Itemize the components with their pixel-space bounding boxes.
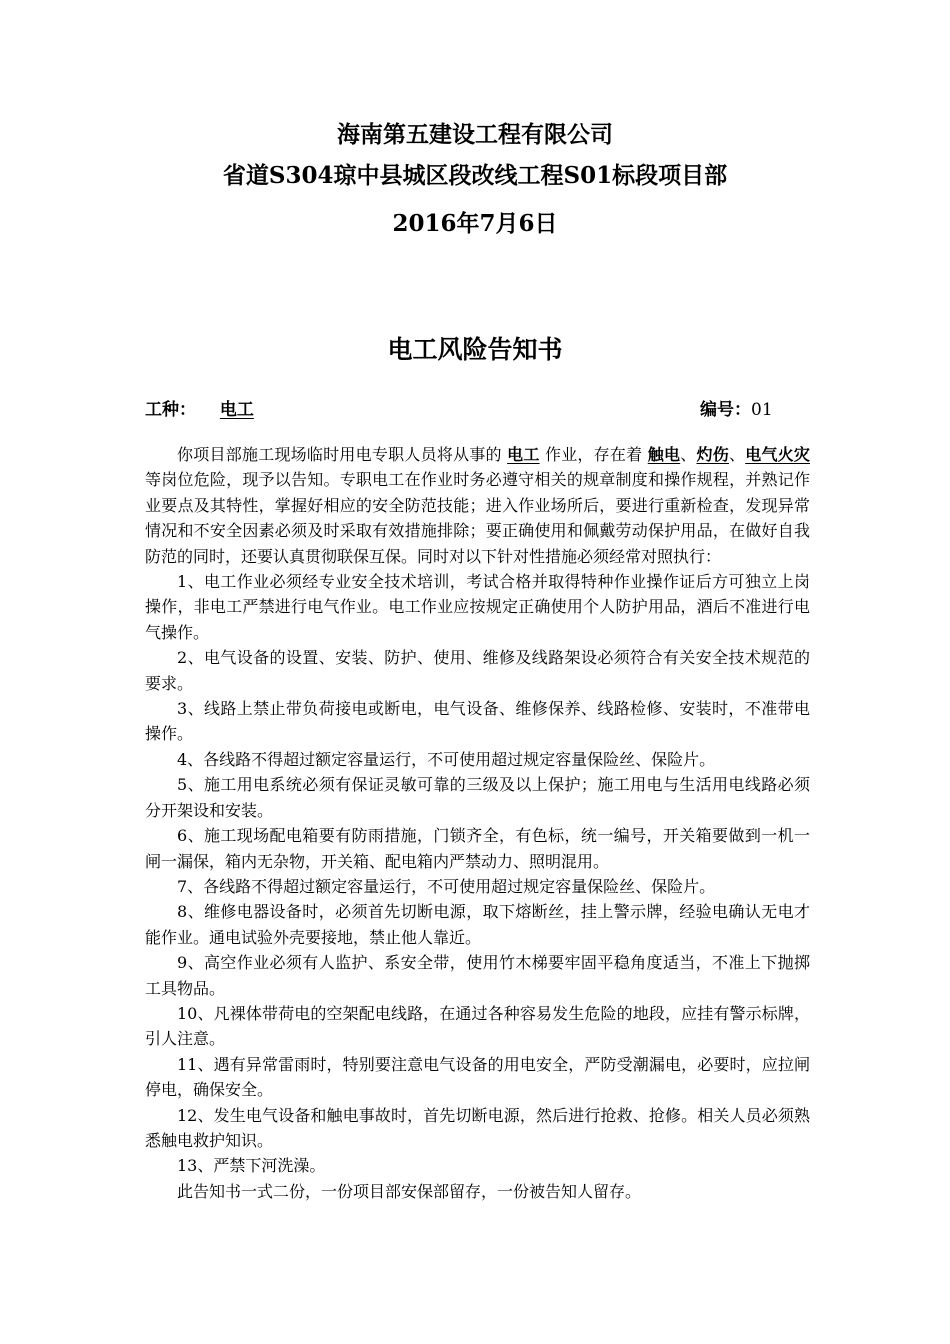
document-title: 电工风险告知书 <box>387 335 563 364</box>
worktype-field <box>145 398 254 422</box>
separator: 、 <box>728 445 746 464</box>
number-label: 编号： <box>700 400 751 420</box>
list-item: 1、电工作业必须经专业安全技术培训，考试合格并取得特种作业操作证后方可独立上岗操作，非电工严禁进行电气作业。电工作业应按规定正确使用个人防护用品，酒后不准进行电气操作。 <box>145 572 810 642</box>
list-item: 8、维修电器设备时，必须首先切断电源，取下熔断丝，挂上警示牌，经验电确认无电才能作业。通电试验外壳要接地，禁止他人靠近。 <box>145 902 810 947</box>
list-item: 10、凡裸体带荷电的空架配电线路，在通过各种容易发生危险的地段，应挂有警示标牌，引人注意。 <box>145 1003 810 1049</box>
document-date: 2016年7月6日 <box>392 210 558 237</box>
list-item: 11、遇有异常雷雨时，特别要注意电气设备的用电安全，严防受潮漏电，必要时，应拉闸停电，确保安全。 <box>145 1054 810 1100</box>
project-name: 省道S304琼中县城区段改线工程S01标段项目部 <box>222 162 728 189</box>
worktype-value: 电工 <box>219 400 254 420</box>
worktype-label: 工种： <box>145 400 196 420</box>
intro-text-3: 等岗位危险，现予以告知。专职电工在作业时务必遵守相关的规章制度和操作规程，并熟记作业要点及其特性，掌握好相应的安全防范技能；进入作业场所后，要进行重新检查，发现异常情况和不安全因素必须及时采取有效措施排除；要正确使用和佩戴劳动保护用品，在做好自我防范的同时，还要认真贯彻联保互保。同时对以下针对性措施必须经常对照执行： <box>145 470 810 566</box>
list-item: 3、线路上禁止带负荷接电或断电，电气设备、维修保养、线路检修、安装时，不准带电操作。 <box>145 699 810 744</box>
document-number-field <box>700 398 773 422</box>
hazard-electrical-fire: 电气火灾 <box>745 445 810 464</box>
list-item: 6、施工现场配电箱要有防雨措施，门锁齐全，有色标，统一编号，开关箱要做到一机一闸一漏保，箱内无杂物，开关箱、配电箱内严禁动力、照明混用。 <box>145 826 810 871</box>
notice-body <box>145 442 810 1204</box>
intro-text-2: 作业，存在着 <box>544 445 643 464</box>
intro-text-1: 你项目部施工现场临时用电专职人员将从事的 <box>177 445 502 464</box>
list-item: 12、发生电气设备和触电事故时，首先切断电源，然后进行抢救、抢修。相关人员必须熟悉触电救护知识。 <box>145 1105 810 1150</box>
intro-paragraph <box>145 442 810 569</box>
list-item: 7、各线路不得超过额定容量运行，不可使用超过规定容量保险丝、保险片。 <box>177 876 716 896</box>
list-item: 9、高空作业必须有人监护、系安全带，使用竹木梯要牢固平稳角度适当，不准上下抛掷工具物品。 <box>145 953 810 998</box>
hazard-burn: 灼伤 <box>696 445 729 464</box>
separator: 、 <box>680 445 697 464</box>
list-item: 4、各线路不得超过额定容量运行，不可使用超过规定容量保险丝、保险片。 <box>177 749 716 769</box>
number-value: 01 <box>751 400 773 420</box>
company-name: 海南第五建设工程有限公司 <box>337 121 613 148</box>
list-item: 2、电气设备的设置、安装、防护、使用、维修及线路架设必须符合有关安全技术规范的要求。 <box>145 648 810 693</box>
closing-note: 此告知书一式二份，一份项目部安保部留存，一份被告知人留存。 <box>177 1181 642 1201</box>
intro-job: 电工 <box>507 445 540 464</box>
hazard-electric-shock: 触电 <box>647 445 681 464</box>
list-item: 13、严禁下河洗澡。 <box>177 1156 326 1176</box>
list-item: 5、施工用电系统必须有保证灵敏可靠的三级及以上保护；施工用电与生活用电线路必须分开架设和安装。 <box>145 775 810 820</box>
